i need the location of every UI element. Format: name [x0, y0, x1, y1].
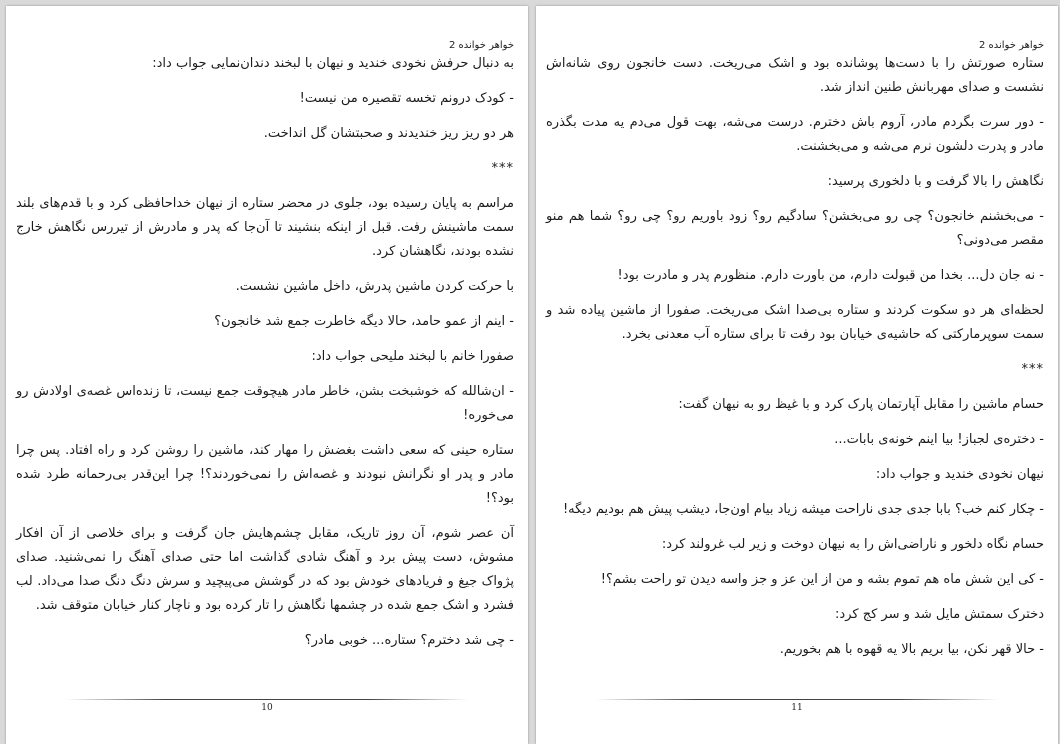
paragraph: به دنبال حرفش نخودی خندید و نیهان با لبخند دندان‌نمایی جواب داد:	[152, 56, 514, 71]
paragraph: مراسم به پایان رسیده بود، جلوی در محضر ستاره از نیهان خداحافظی کرد و با قدم‌های بلند سمت ماشینش رفت. قبل از اینکه بنشیند تا آن‌جا که پدر و مادرش از تیررس نگاهش خارج نشده بودند، نگاهشان کرد.	[16, 196, 514, 259]
section-separator: ***	[491, 161, 514, 176]
paragraph: نگاهش را بالا گرفت و با دلخوری پرسید:	[827, 174, 1044, 189]
paragraph: - چکار کنم خب؟ بابا جدی جدی ناراحت میشه زیاد بیام اون‌جا، دیشب پیش هم بودیم دیگه!	[562, 502, 1044, 517]
footer-divider	[66, 699, 468, 700]
paragraph: - نه جان دل... بخدا من قبولت دارم، من باورت دارم. منظورم پدر و مادرت بود!	[617, 268, 1044, 283]
paragraph: آن عصر شوم، آن روز تاریک، مقابل چشم‌هایش جان گرفت و برای خلاصی از آن افکار مشوش، دست پیش برد و آهنگ شادی گذاشت اما حتی صدای آهنگ را نمی‌شنید. صدای پژواک جیغ و فریادهای خودش بود که در گوشش می‌پیچید و سرش دنگ دنگ صدا می‌داد. لب فشرد و اشک جمع شده در چشمها نگاهش را تار کرده بود و ناچار کنار خیابان متوقف شد.	[16, 526, 514, 613]
paragraph: - دور سرت بگردم مادر، آروم باش دخترم. درست می‌شه، بهت قول می‌دم یه مدت بگذره مادر و پدرت دلشون نرم می‌شه و می‌بخشنت.	[546, 115, 1044, 154]
paragraph: - اینم از عمو حامد، حالا دیگه خاطرت جمع شد خانجون؟	[214, 314, 514, 329]
left-page	[6, 6, 528, 744]
paragraph: دخترک سمتش مایل شد و سر کج کرد:	[835, 607, 1044, 622]
paragraph: ستاره حینی که سعی داشت بغضش را مهار کند، ماشین را روشن کرد و راه افتاد. پس چرا مادر و پدر او نگرانش نبودند و غصه‌اش را نمی‌خوردند؟! چرا این‌قدر بی‌رحمانه طرد شده بود؟!	[16, 443, 514, 506]
footer-divider	[596, 699, 998, 700]
right-page	[536, 6, 1058, 744]
paragraph: - دختره‌ی لجباز! بیا اینم خونه‌ی بابات...	[834, 432, 1044, 447]
page-number: 11	[791, 703, 803, 713]
paragraph: با حرکت کردن ماشین پدرش، داخل ماشین نشست.	[235, 279, 514, 294]
paragraph: - می‌بخشنم خانجون؟ چی رو می‌بخشن؟ سادگیم رو؟ زود باوریم رو؟ چی رو؟ شما هم منو مقصر می‌دونی؟	[546, 209, 1044, 248]
paragraph: لحظه‌ای هر دو سکوت کردند و ستاره بی‌صدا اشک می‌ریخت. صفورا از ماشین پیاده شد و سمت سوپرمارکتی که حاشیه‌ی خیابان بود رفت تا برای ستاره آب معدنی بخرد.	[546, 303, 1044, 342]
paragraph: هر دو ریز ریز خندیدند و صحبتشان گل انداخت.	[263, 126, 514, 141]
page-body	[16, 52, 514, 664]
paragraph: - ان‌شالله که خوشبخت بشن، خاطر مادر هیچوقت جمع نیست، تا زنده‌اس غصه‌ی اولادش رو می‌خوره!	[16, 384, 514, 423]
page-body	[546, 52, 1044, 673]
paragraph: - حالا قهر نکن، بیا بریم بالا یه قهوه با هم بخوریم.	[779, 642, 1044, 657]
page-header: خواهر خوانده 2	[448, 40, 514, 51]
paragraph: حسام ماشین را مقابل آپارتمان پارک کرد و با غیظ رو به نیهان گفت:	[678, 397, 1044, 412]
page-number: 10	[261, 703, 273, 713]
paragraph: حسام نگاه دلخور و ناراضی‌اش را به نیهان دوخت و زیر لب غرولند کرد:	[661, 537, 1044, 552]
paragraph: نیهان نخودی خندید و جواب داد:	[875, 467, 1044, 482]
paragraph: صفورا خانم با لبخند ملیحی جواب داد:	[311, 349, 514, 364]
section-separator: ***	[1021, 362, 1044, 377]
page-header: خواهر خوانده 2	[978, 40, 1044, 51]
paragraph: - کودک درونم تخسه تقصیره من نیست!	[299, 91, 514, 106]
paragraph: - کی این شش ماه هم تموم بشه و من از این عز و جز واسه دیدن تو راحت بشم؟!	[600, 572, 1044, 587]
paragraph: ستاره صورتش را با دست‌ها پوشانده بود و اشک می‌ریخت. دست خانجون روی شانه‌اش نشست و صدای مهربانش طنین انداز شد.	[546, 56, 1044, 95]
paragraph: - چی شد دخترم؟ ستاره... خوبی مادر؟	[304, 633, 514, 648]
